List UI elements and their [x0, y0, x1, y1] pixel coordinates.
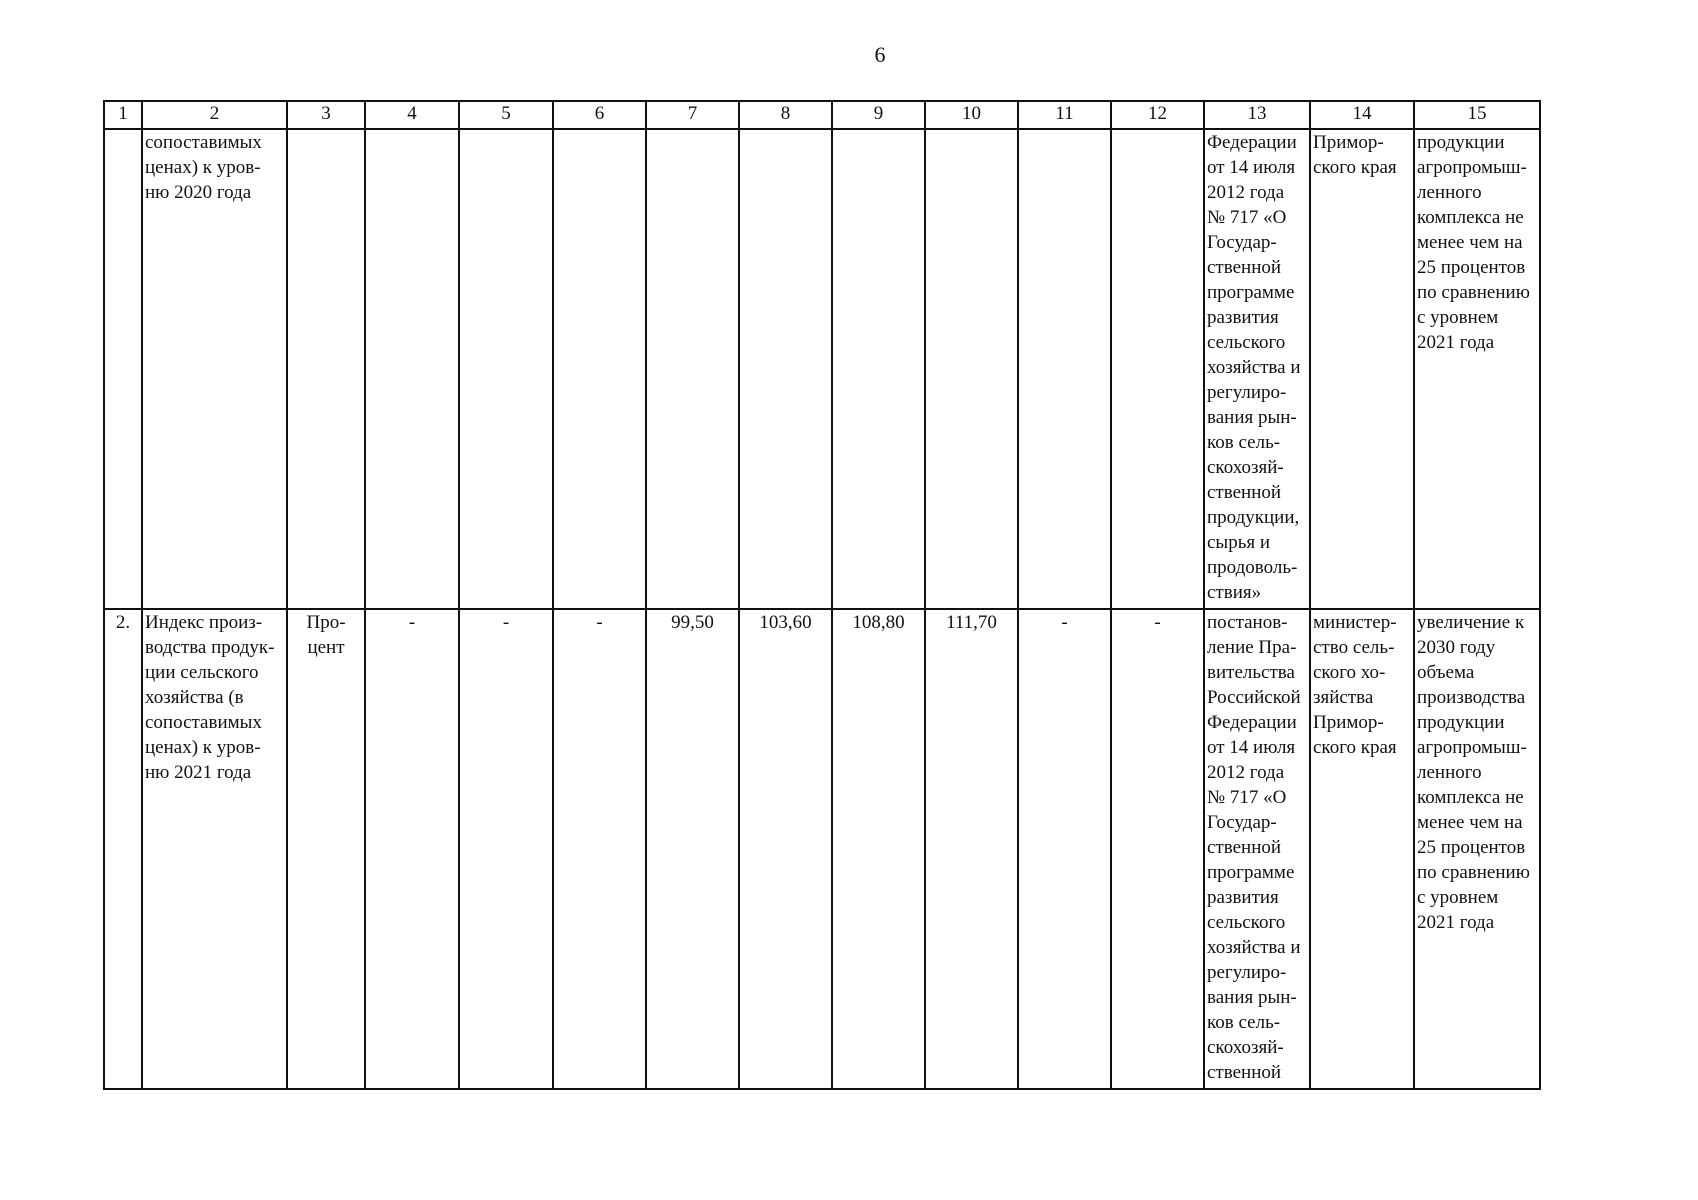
value-cell: 99,50	[646, 609, 739, 1089]
table-row	[104, 129, 1540, 609]
document-cell: постанов- ление Пра- вительства Российской Федерации от 14 июля 2012 года № 717 «О Государ- ственной программе развития сельского хозяйства и регулиро- вания рын- ков сель- скохозяй- ственной	[1204, 609, 1310, 1089]
page-number: 6	[874, 42, 886, 67]
table-row	[104, 609, 1540, 1089]
value-cell	[832, 129, 925, 609]
unit-cell: Про- цент	[287, 609, 365, 1089]
row-number-cell	[104, 129, 142, 609]
value-cell: -	[553, 609, 646, 1089]
header-cell: 12	[1111, 101, 1204, 129]
header-cell: 15	[1414, 101, 1540, 129]
responsible-cell: Примор- ского края	[1310, 129, 1414, 609]
header-cell: 13	[1204, 101, 1310, 129]
value-cell	[553, 129, 646, 609]
header-cell: 5	[459, 101, 553, 129]
indicator-name-cell: Индекс произ- водства продук- ции сельского хозяйства (в сопоставимых ценах) к уров- ню 2021 года	[142, 609, 287, 1089]
header-cell: 8	[739, 101, 832, 129]
value-cell: -	[1018, 609, 1111, 1089]
unit-cell	[287, 129, 365, 609]
header-cell: 9	[832, 101, 925, 129]
document-cell: Федерации от 14 июля 2012 года № 717 «О Государ- ственной программе развития сельского хозяйства и регулиро- вания рын- ков сель- скохозяй- ственной продукции, сырья и продоволь- ствия»	[1204, 129, 1310, 609]
value-cell	[459, 129, 553, 609]
value-cell	[925, 129, 1018, 609]
value-cell: 103,60	[739, 609, 832, 1089]
value-cell	[646, 129, 739, 609]
header-cell: 10	[925, 101, 1018, 129]
header-cell: 11	[1018, 101, 1111, 129]
header-cell: 14	[1310, 101, 1414, 129]
value-cell: 111,70	[925, 609, 1018, 1089]
header-cell: 3	[287, 101, 365, 129]
value-cell: -	[459, 609, 553, 1089]
row-number-cell: 2.	[104, 609, 142, 1089]
value-cell	[1018, 129, 1111, 609]
indicators-table	[103, 100, 1541, 1090]
relation-cell: увеличение к 2030 году объема производства продукции агропромыш- ленного комплекса не менее чем на 25 процентов по сравнению с уровнем 2021 года	[1414, 609, 1540, 1089]
value-cell: -	[1111, 609, 1204, 1089]
value-cell: -	[365, 609, 459, 1089]
value-cell: 108,80	[832, 609, 925, 1089]
header-cell: 4	[365, 101, 459, 129]
relation-cell: продукции агропромыш- ленного комплекса не менее чем на 25 процентов по сравнению с уровнем 2021 года	[1414, 129, 1540, 609]
header-cell: 2	[142, 101, 287, 129]
indicator-name-cell: сопоставимых ценах) к уров- ню 2020 года	[142, 129, 287, 609]
value-cell	[1111, 129, 1204, 609]
value-cell	[739, 129, 832, 609]
header-cell: 7	[646, 101, 739, 129]
table-header-row	[104, 101, 1540, 129]
header-cell: 1	[104, 101, 142, 129]
header-cell: 6	[553, 101, 646, 129]
responsible-cell: министер- ство сель- ского хо- зяйства Примор- ского края	[1310, 609, 1414, 1089]
value-cell	[365, 129, 459, 609]
